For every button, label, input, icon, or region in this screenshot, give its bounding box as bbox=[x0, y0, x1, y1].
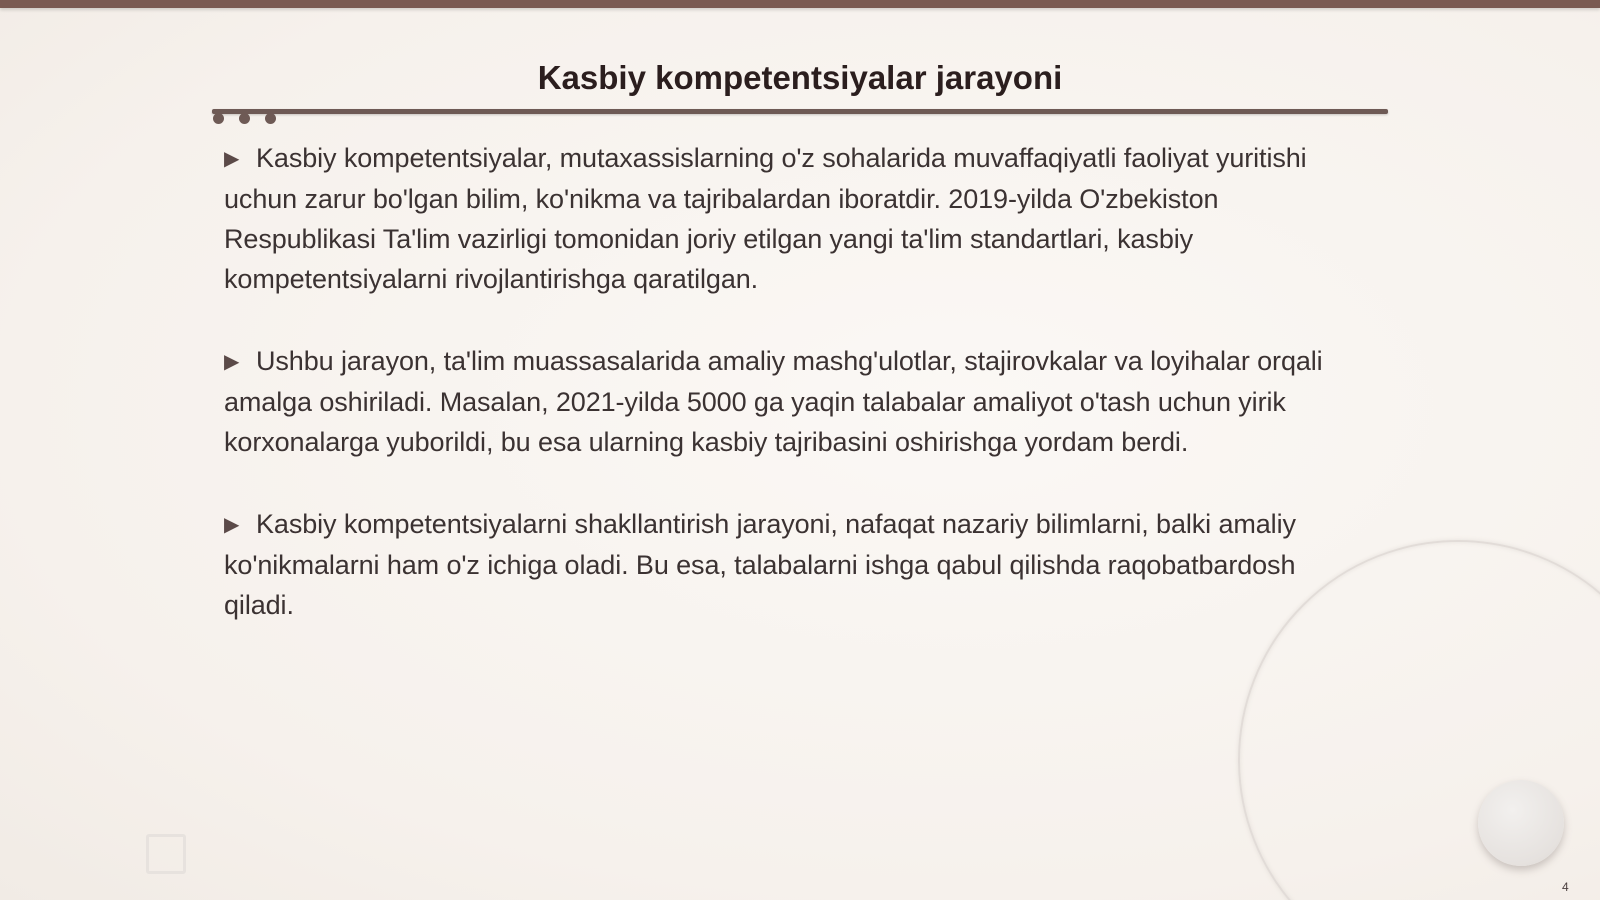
bullet-text: Ushbu jarayon, ta'lim muassasalarida amaliy mashg'ulotlar, stajirovkalar va loyihalar orqali amalga oshiriladi. Masalan, 2021-yilda 5000 ga yaqin talabalar amaliyot o'tash uchun yirik korxonalarga yuborildi, bu esa ularning kasbiy tajribasini oshirishga yordam berdi. bbox=[224, 346, 1323, 457]
slide-title: Kasbiy kompetentsiyalar jarayoni bbox=[537, 59, 1063, 96]
triangle-bullet-icon: ▶ bbox=[224, 148, 240, 170]
bullet-item bbox=[224, 504, 1364, 625]
bullet-list bbox=[224, 138, 1364, 667]
triangle-bullet-icon: ▶ bbox=[224, 514, 240, 536]
bullet-text: Kasbiy kompetentsiyalar, mutaxassislarning o'z sohalarida muvaffaqiyatli faoliyat yuritishi uchun zarur bo'lgan bilim, ko'nikma va tajribalardan iboratdir. 2019-yilda O'zbekiston Respublikasi Ta'lim vazirligi tomonidan joriy etilgan yangi ta'lim standartlari, kasbiy kompetentsiyalarni rivojlantirishga qaratilgan. bbox=[224, 143, 1307, 294]
bullet-item bbox=[224, 341, 1364, 462]
triangle-bullet-icon: ▶ bbox=[224, 351, 240, 373]
bullet-item bbox=[224, 138, 1364, 299]
decorative-dot bbox=[239, 113, 250, 124]
decorative-dot bbox=[213, 113, 224, 124]
bullet-text: Kasbiy kompetentsiyalarni shakllantirish jarayoni, nafaqat nazariy bilimlarni, balki amaliy ko'nikmalarni ham o'z ichiga oladi. Bu esa, talabalarni ishga qabul qilishda raqobatbardosh qiladi. bbox=[224, 509, 1296, 620]
title-underline bbox=[212, 109, 1388, 114]
decorative-square bbox=[146, 834, 186, 874]
top-accent-strip bbox=[0, 0, 1600, 8]
decorative-circle bbox=[1478, 780, 1564, 866]
page-number: 4 bbox=[1562, 880, 1569, 894]
decorative-dot bbox=[265, 113, 276, 124]
